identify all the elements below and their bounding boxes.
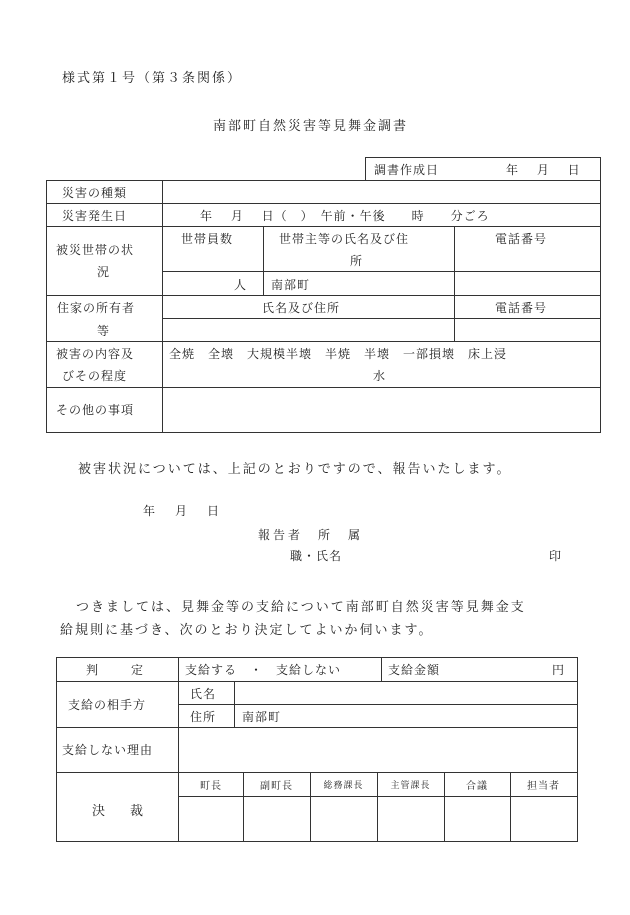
table-border — [162, 271, 601, 272]
phone-label: 電話番号 — [495, 232, 548, 246]
table-border — [56, 772, 577, 773]
request-text: つきましては、見舞金等の支給について南部町自然災害等見舞金支 — [76, 600, 526, 615]
request-text-cont: 給規則に基づき、次のとおり決定してよいか伺います。 — [60, 623, 434, 638]
recipient-label: 支給の相手方 — [68, 698, 147, 712]
created-date-value: 年 月 日 — [506, 163, 581, 177]
approver-general-affairs: 総務課長 — [323, 781, 364, 791]
table-border — [46, 226, 601, 227]
disaster-type-label: 災害の種類 — [62, 186, 128, 200]
table-border — [365, 157, 366, 181]
reporter-name-label: 職・氏名 — [290, 549, 343, 563]
table-border — [46, 203, 601, 204]
owner-label: 住家の所有者 — [57, 301, 136, 315]
table-border — [365, 157, 601, 158]
approval-label: 決 裁 — [92, 804, 150, 819]
owner-name-label: 氏名及び住所 — [262, 301, 341, 315]
address-label: 住所 — [190, 710, 217, 724]
judgment-label: 判 定 — [86, 663, 147, 677]
table-border — [56, 727, 577, 728]
form-number: 様式第１号（第３条関係） — [62, 71, 243, 86]
other-matters-label: その他の事項 — [56, 403, 135, 417]
address-value: 南部町 — [242, 710, 282, 724]
table-border — [46, 180, 47, 433]
table-border — [56, 841, 577, 842]
damage-options-cont: 水 — [373, 369, 387, 383]
table-border — [56, 657, 57, 842]
occurrence-value: 年 月 日（ ） 午前・午後 時 分ごろ — [200, 209, 490, 223]
table-border — [600, 157, 601, 433]
reporter-affiliation-label: 報告者 所 属 — [258, 528, 364, 542]
table-border — [454, 295, 455, 342]
table-border — [46, 387, 601, 388]
damage-label-cont: びその程度 — [62, 369, 128, 383]
table-border — [178, 704, 577, 705]
address-prefix: 南部町 — [271, 278, 311, 292]
table-border — [56, 681, 577, 682]
name-label: 氏名 — [190, 687, 217, 701]
report-statement: 被害状況については、上記のとおりですので、報告いたします。 — [78, 462, 512, 477]
table-border — [577, 657, 578, 842]
owner-label-cont: 等 — [97, 324, 111, 338]
table-border — [454, 226, 455, 296]
amount-unit: 円 — [552, 663, 566, 677]
table-border — [46, 341, 601, 342]
table-border — [46, 432, 601, 433]
table-border — [46, 180, 601, 181]
page-title: 南部町自然災害等見舞金調書 — [213, 119, 409, 134]
table-border — [162, 318, 601, 319]
household-label-cont: 況 — [97, 265, 111, 279]
occurrence-label: 災害発生日 — [62, 209, 128, 223]
approver-deputy-mayor: 副町長 — [260, 781, 293, 792]
created-date-label: 調書作成日 — [374, 163, 440, 177]
household-label: 被災世帯の状 — [56, 243, 135, 257]
judgment-options[interactable]: 支給する ・ 支給しない — [185, 663, 342, 677]
members-label: 世帯員数 — [181, 232, 234, 246]
damage-label: 被害の内容及 — [56, 347, 135, 361]
seal-mark: 印 — [549, 549, 563, 563]
table-border — [56, 657, 577, 658]
table-border — [381, 657, 382, 682]
damage-options: 全焼 全壊 大規模半壊 半焼 半壊 一部損壊 床上浸 — [169, 347, 508, 361]
owner-phone-label: 電話番号 — [495, 301, 548, 315]
members-unit: 人 — [234, 278, 248, 292]
table-border — [46, 295, 601, 296]
reason-label: 支給しない理由 — [62, 743, 154, 757]
approver-mayor: 町長 — [200, 781, 222, 792]
approver-section-chief: 主管課長 — [390, 781, 431, 791]
table-border — [234, 681, 235, 728]
table-border — [162, 180, 163, 433]
amount-label: 支給金額 — [388, 663, 441, 677]
table-border — [178, 657, 179, 842]
approver-consultation: 合議 — [466, 781, 488, 792]
head-name-label-cont: 所 — [350, 254, 364, 268]
approver-staff: 担当者 — [527, 781, 560, 792]
head-name-label: 世帯主等の氏名及び住 — [279, 232, 410, 246]
table-border — [263, 226, 264, 296]
report-date: 年 月 日 — [143, 504, 224, 518]
